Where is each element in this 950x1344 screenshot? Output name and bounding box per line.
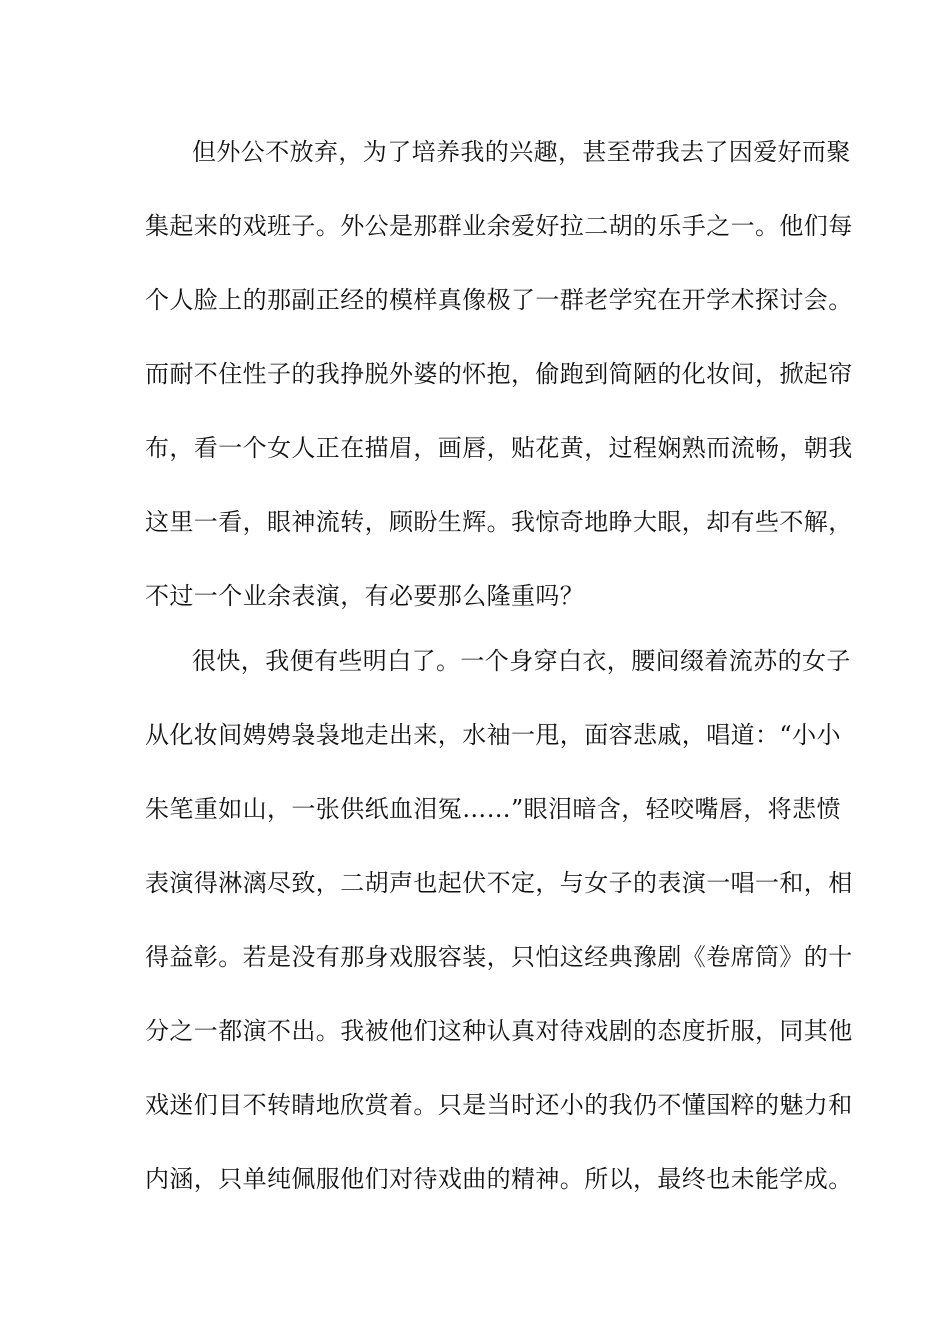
paragraph-1-line-2: 集起来的戏班子。外公是那群业余爱好拉二胡的乐手之一。他们每 [145,212,853,240]
paragraph-1-line-4: 而耐不住性子的我挣脱外婆的怀抱，偷跑到简陋的化妆间，掀起帘 [145,360,853,388]
paragraph-2-line-5: 得益彰。若是没有那身戏服容装，只怕这经典豫剧《卷席筒》的十 [145,943,853,971]
paragraph-2-line-7: 戏迷们目不转睛地欣赏着。只是当时还小的我仍不懂国粹的魅力和 [145,1091,853,1119]
paragraph-2-line-4: 表演得淋漓尽致，二胡声也起伏不定，与女子的表演一唱一和，相 [145,869,853,897]
paragraph-1-line-6: 这里一看，眼神流转，顾盼生辉。我惊奇地睁大眼，却有些不解， [145,508,853,536]
paragraph-2-line-3: 朱笔重如山，一张供纸血泪冤……”眼泪暗含，轻咬嘴唇，将悲愤 [145,795,841,823]
paragraph-2-line-6: 分之一都演不出。我被他们这种认真对待戏剧的态度折服，同其他 [145,1017,853,1045]
paragraph-1-line-1: 但外公不放弃，为了培养我的兴趣，甚至带我去了因爱好而聚 [192,138,851,166]
paragraph-2-line-8: 内涵，只单纯佩服他们对待戏曲的精神。所以，最终也未能学成。 [145,1165,853,1193]
paragraph-1-line-7: 不过一个业余表演，有必要那么隆重吗？ [145,582,585,610]
paragraph-1-line-5: 布，看一个女人正在描眉，画唇，贴花黄，过程娴熟而流畅，朝我 [145,434,853,462]
paragraph-2-line-2: 从化妆间娉娉袅袅地走出来，水袖一甩，面容悲戚，唱道：“小小 [145,721,841,749]
paragraph-1-line-3: 个人脸上的那副正经的模样真像极了一群老学究在开学术探讨会。 [145,286,853,314]
paragraph-2-line-1: 很快，我便有些明白了。一个身穿白衣，腰间缀着流苏的女子 [192,647,851,675]
